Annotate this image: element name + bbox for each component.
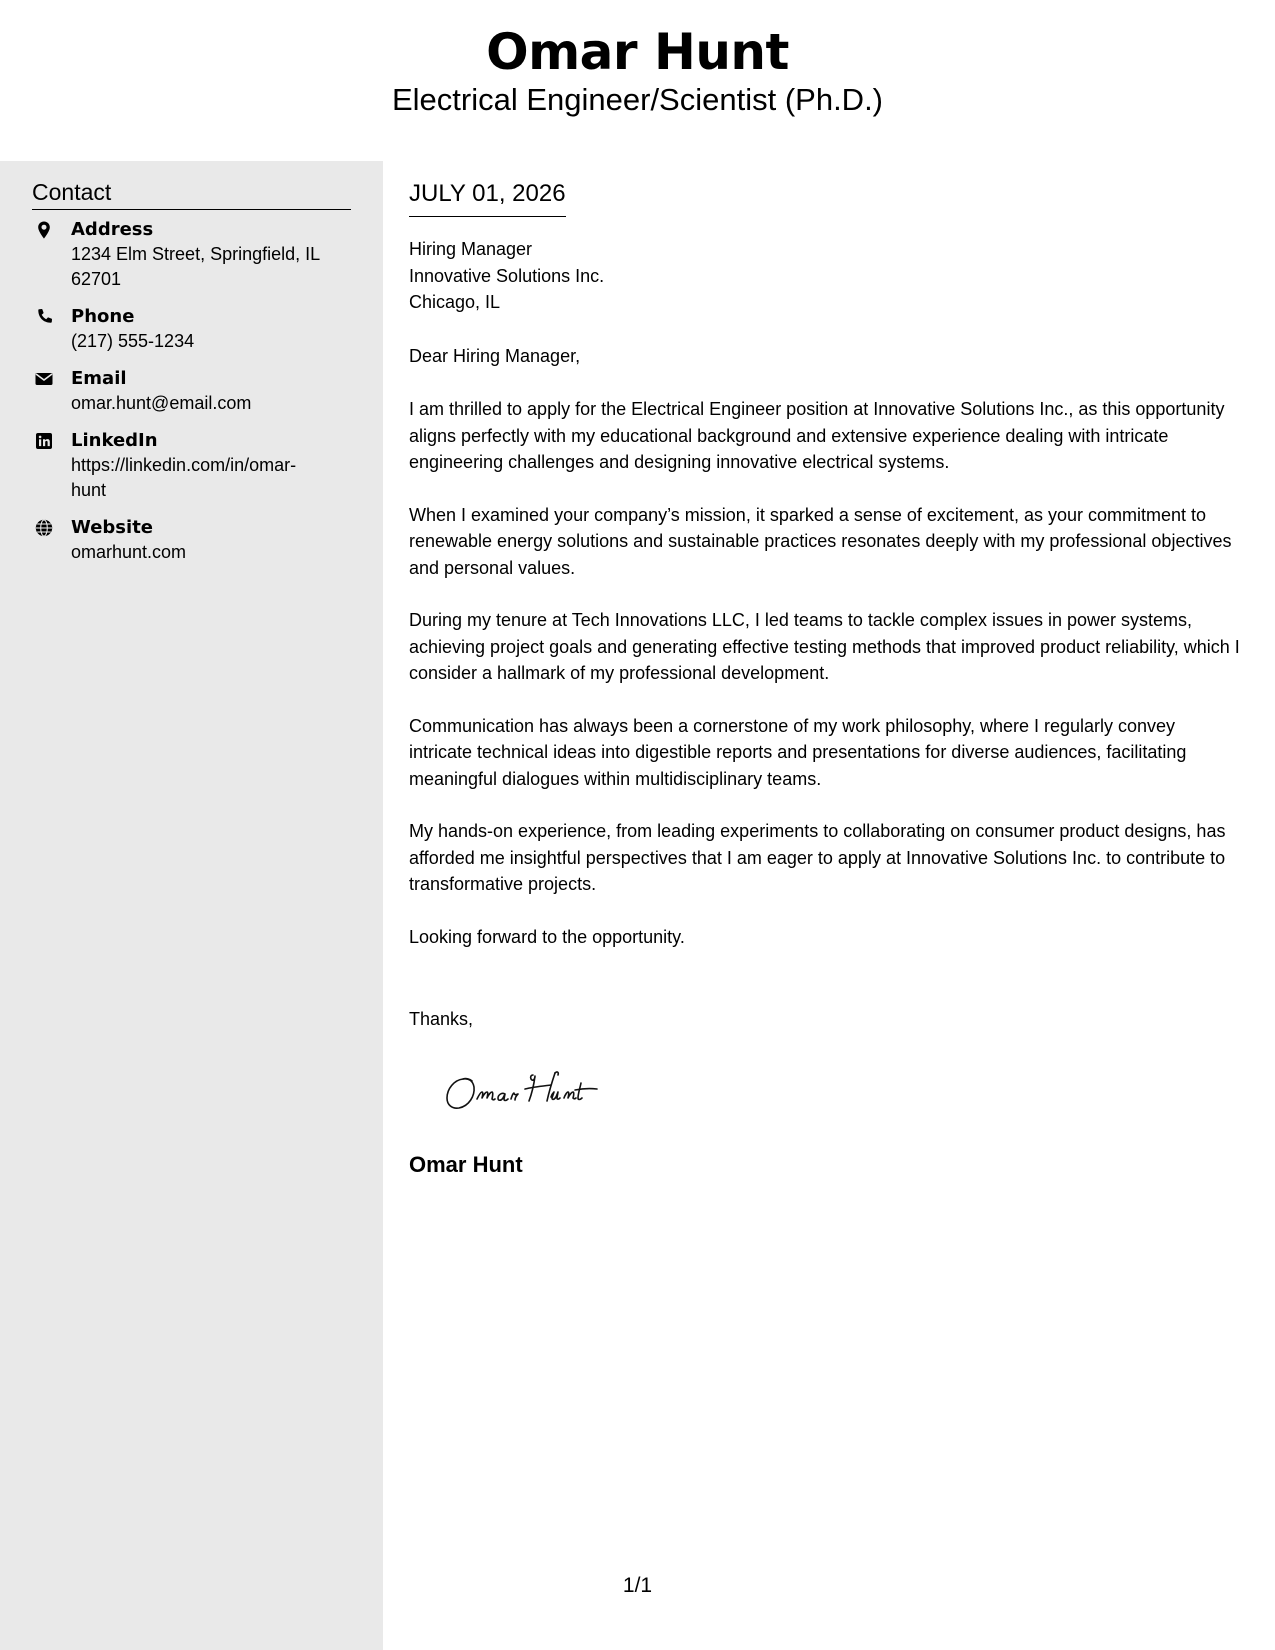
letter-body [409,396,1243,976]
body-paragraph: When I examined your company’s mission, it sparked a sense of excitement, as your commitment to renewable energy solutions and sustainable practices resonates deeply with my professional objectives and personal values. [409,504,1232,578]
map-pin-icon [34,220,54,240]
body-paragraph: My hands-on experience, from leading experiments to collaborating on consumer product designs, has afforded me insightful perspectives that I am eager to apply at Innovative Solutions Inc. to contribute to transformative projects. [409,821,1226,894]
contact-label: Address [71,219,154,240]
contact-item-email [32,366,351,416]
phone-value: (217) 555-1234 [71,331,195,351]
resume-header [0,0,1275,161]
envelope-icon [34,369,54,389]
globe-icon [34,518,54,538]
website-value[interactable]: omarhunt.com [71,542,187,562]
signer-name: Omar Hunt [409,1152,523,1177]
page-number: 1/1 [622,1574,653,1597]
address-value: 1234 Elm Street, Springfield, IL 62701 [71,244,320,289]
recipient-company: Innovative Solutions Inc. [409,265,605,286]
recipient-location: Chicago, IL [409,292,501,312]
contact-label: LinkedIn [71,430,158,451]
contact-label: Email [71,368,127,389]
phone-icon [34,307,54,327]
body-paragraph: Looking forward to the opportunity. [409,926,685,947]
handwritten-signature [441,1061,641,1121]
email-value[interactable]: omar.hunt@email.com [71,393,252,413]
salutation: Dear Hiring Manager, [409,346,581,366]
linkedin-value[interactable]: https://linkedin.com/in/omar-hunt [71,455,297,500]
applicant-title: Electrical Engineer/Scientist (Ph.D.) [391,82,884,117]
body-paragraph: During my tenure at Tech Innovations LLC, I led teams to tackle complex issues in power systems, achieving project goals and generating effective testing methods that improved product reliability, which I consider a hallmark of my professional development. [409,610,1240,683]
contact-heading: Contact [32,177,351,210]
contact-list [32,217,351,577]
contact-item-phone [32,304,351,354]
applicant-name: Omar Hunt [486,23,789,81]
body-paragraph: I am thrilled to apply for the Electrical Engineer position at Innovative Solutions Inc., as this opportunity aligns perfectly with my educational background and extensive experience dealing with intricate engineering challenges and designing innovative electrical systems. [409,399,1225,472]
contact-item-linkedin [32,428,351,503]
contact-label: Phone [71,306,135,327]
contact-item-address [32,217,351,292]
linkedin-icon [34,431,54,451]
contact-item-website [32,515,351,565]
body-paragraph: Communication has always been a cornerstone of my work philosophy, where I regularly convey intricate technical ideas into digestible reports and presentations for diverse audiences, facilitating meaningful dialogues within multidisciplinary teams. [409,715,1187,789]
contact-label: Website [71,517,154,538]
recipient-name: Hiring Manager [409,239,533,259]
recipient-block [409,236,604,316]
letter-date: JULY 01, 2026 [409,178,566,217]
closing: Thanks, [409,1009,474,1029]
contact-sidebar [0,161,383,1650]
